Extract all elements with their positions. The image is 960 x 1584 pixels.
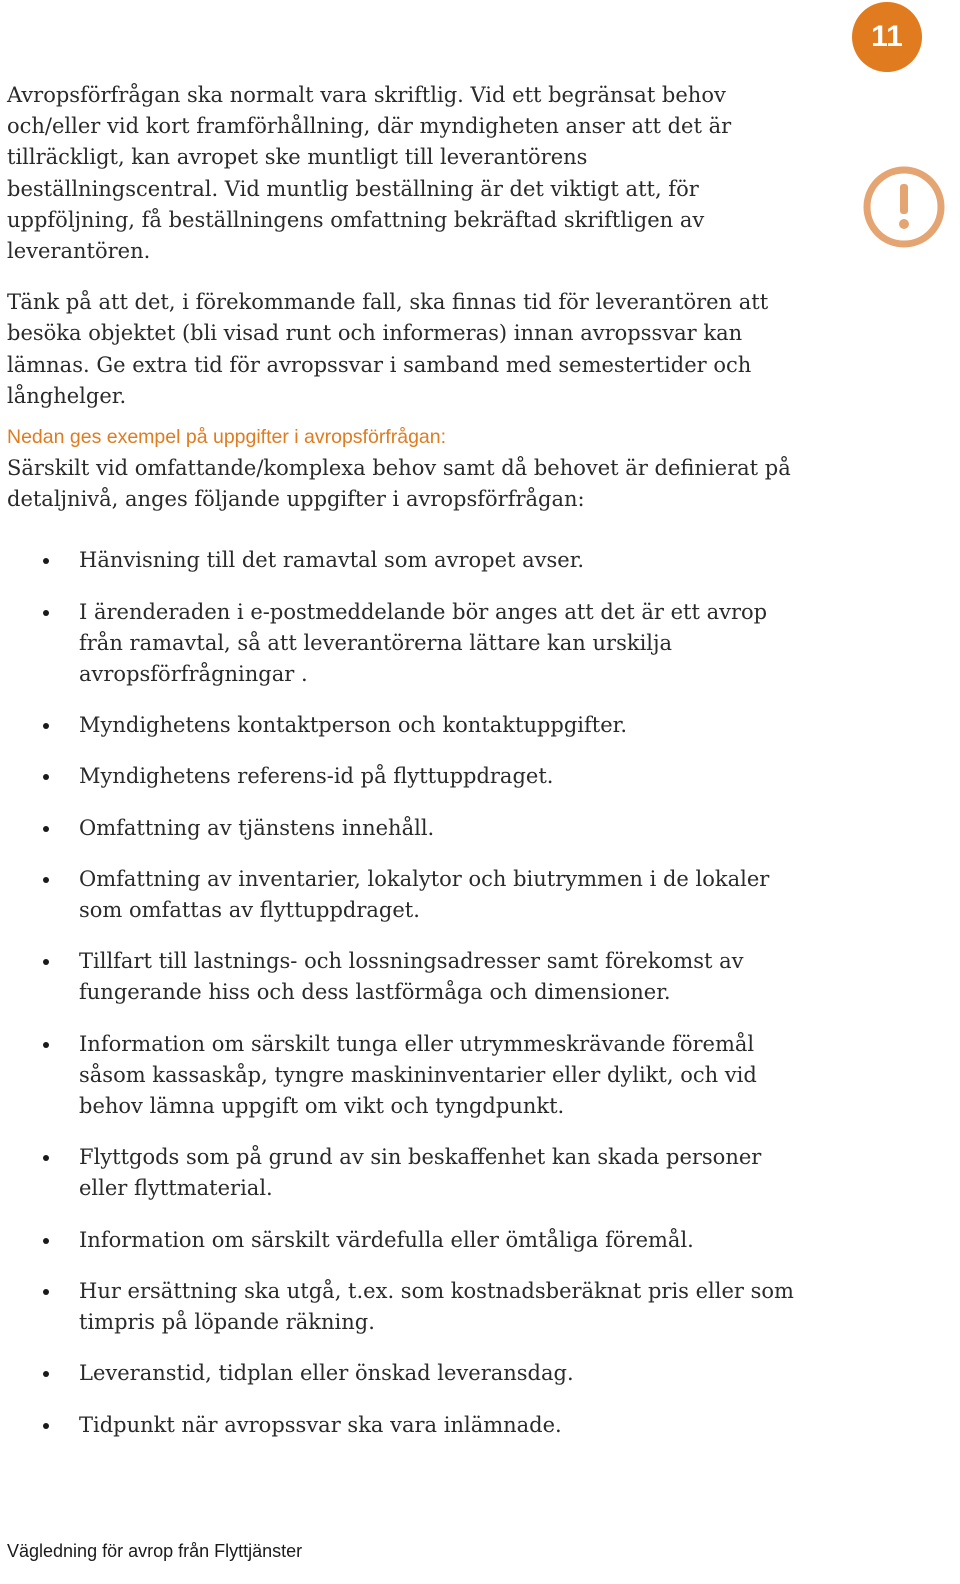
bullet-icon [43,959,49,965]
intro-paragraph: Avropsförfrågan ska normalt vara skriftlig. Vid ett begränsat behov och/eller vid kort framförhållning, där myndigheten anser att det är tillräckligt, kan avropet ske muntligt till leverantörens beställningscentral. Vid muntlig beställning är det viktigt att, för uppföljning, få beställningens omfattning bekräftad skriftligen av leverantören. [7,83,732,264]
bullet-icon [43,826,49,832]
list-item-text: Myndighetens referens-id på flyttuppdraget. [79,764,554,789]
list-item-text: Information om särskilt tunga eller utrymmeskrävande föremål såsom kassaskåp, tyngre maskininventarier eller dylikt, och vid behov lämna uppgift om vikt och tyngdpunkt. [79,1031,757,1119]
list-item-text: Hur ersättning ska utgå, t.ex. som kostnadsberäknat pris eller som timpris på löpande räkning. [79,1278,794,1335]
page-number-badge: 11 [852,2,922,72]
list-item [7,1142,797,1204]
bullet-icon [43,1238,49,1244]
list-item [7,864,797,926]
list-item [7,1225,797,1256]
exclamation-circle-icon [863,166,945,248]
list-item-text: Tidpunkt när avropssvar ska vara inlämnade. [79,1412,562,1437]
bullet-icon [43,1042,49,1048]
bullet-icon [43,1289,49,1295]
list-item [7,710,797,741]
list-item [7,1029,797,1123]
list-item-text: Omfattning av tjänstens innehåll. [79,815,435,840]
list-item-text: Myndighetens kontaktperson och kontaktuppgifter. [79,713,628,738]
visit-paragraph: Tänk på att det, i förekommande fall, ska finnas tid för leverantören att besöka objektet (bli visad runt och informeras) innan avropssvar kan lämnas. Ge extra tid för avropssvar i samband med semestertider och långhelger. [7,290,769,408]
bullet-icon [43,774,49,780]
list-item [7,597,797,691]
list-item-text: Omfattning av inventarier, lokalytor och biutrymmen i de lokaler som omfattas av flyttuppdraget. [79,866,770,923]
list-item [7,1410,797,1441]
list-item-text: Flyttgods som på grund av sin beskaffenhet kan skada personer eller flyttmaterial. [79,1145,762,1201]
page-footer: Vägledning för avrop från Flyttjänster [7,1541,303,1561]
list-item [7,946,797,1008]
bullet-icon [43,1371,49,1377]
list-item-text: Leveranstid, tidplan eller önskad leveransdag. [79,1361,574,1386]
list-item-text: I ärenderaden i e-postmeddelande bör anges att det är ett avrop från ramavtal, så att leverantörerna lättare kan urskilja avropsförfrågningar . [79,599,768,687]
requirements-list [7,545,797,1440]
document-body [7,80,797,1461]
bullet-icon [43,558,49,564]
list-item [7,545,797,576]
example-intro-paragraph: Särskilt vid omfattande/komplexa behov samt då behovet är definierat på detaljnivå, anges följande uppgifter i avropsförfrågan: [7,456,791,512]
list-item [7,1358,797,1389]
list-item-text: Information om särskilt värdefulla eller ömtåliga föremål. [79,1227,694,1252]
list-item [7,813,797,844]
bullet-icon [43,1423,49,1429]
bullet-icon [43,1155,49,1161]
list-item-text: Hänvisning till det ramavtal som avropet avser. [79,548,585,573]
list-item [7,1276,797,1338]
list-item-text: Tillfart till lastnings- och lossningsadresser samt förekomst av fungerande hiss och dess lastförmåga och dimensioner. [79,949,744,1005]
bullet-icon [43,877,49,883]
example-heading: Nedan ges exempel på uppgifter i avropsförfrågan: [7,426,447,449]
list-item [7,761,797,792]
bullet-icon [43,610,49,616]
bullet-icon [43,723,49,729]
